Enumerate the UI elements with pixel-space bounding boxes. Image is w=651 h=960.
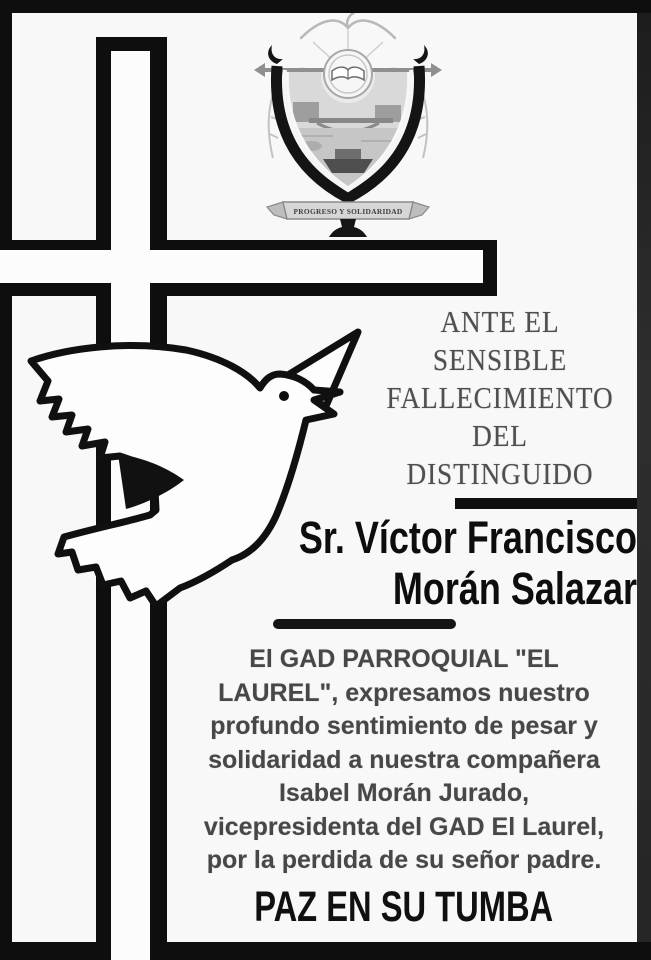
motto-ribbon bbox=[267, 202, 429, 219]
cross-arm-top-stroke bbox=[0, 240, 497, 250]
intro-line: DISTINGUIDO bbox=[406, 456, 594, 491]
farewell-text-block bbox=[168, 884, 640, 930]
left-volute bbox=[268, 45, 283, 64]
frame-top-border bbox=[0, 0, 651, 13]
intro-line: ANTE EL bbox=[440, 304, 560, 339]
name-top-rule bbox=[455, 498, 651, 509]
intro-line: DEL bbox=[472, 418, 528, 453]
message-line: vicepresidenta del GAD El Laurel, bbox=[203, 812, 605, 841]
intro-line: FALLECIMIENTO bbox=[386, 380, 614, 415]
message-line: El GAD PARROQUIAL "EL bbox=[249, 645, 559, 673]
trunk-base bbox=[329, 219, 367, 237]
right-scan-band bbox=[637, 0, 651, 960]
motto-text: PROGRESO Y SOLIDARIDAD bbox=[293, 207, 403, 216]
message-line: profundo sentimiento de pesar y bbox=[210, 712, 598, 740]
message-line: LAUREL", expresamos nuestro bbox=[218, 678, 590, 707]
coat-of-arms bbox=[253, 8, 443, 238]
dove-eye bbox=[279, 391, 289, 401]
deceased-name-line: Morán Salazar bbox=[392, 563, 637, 614]
right-volute bbox=[413, 45, 428, 64]
deceased-name-line: Sr. Víctor Francisco bbox=[298, 512, 637, 563]
message-line: Isabel Morán Jurado, bbox=[278, 779, 530, 807]
cross-arm-bottom-stroke bbox=[0, 283, 497, 296]
peace-dove-icon bbox=[8, 328, 380, 650]
message-line: por la perdida de su señor padre. bbox=[206, 846, 602, 874]
intro-line: SENSIBLE bbox=[432, 342, 568, 377]
condolence-message bbox=[168, 643, 640, 878]
cross-arm-interior bbox=[0, 250, 483, 283]
open-book-medallion-icon bbox=[324, 50, 372, 98]
message-line: solidaridad a nuestra compañera bbox=[208, 745, 600, 774]
condolence-intro bbox=[360, 303, 640, 493]
farewell-text: PAZ EN SU TUMBA bbox=[254, 883, 554, 931]
dove-body bbox=[31, 346, 340, 606]
cross-arm-end-cap bbox=[483, 240, 497, 296]
